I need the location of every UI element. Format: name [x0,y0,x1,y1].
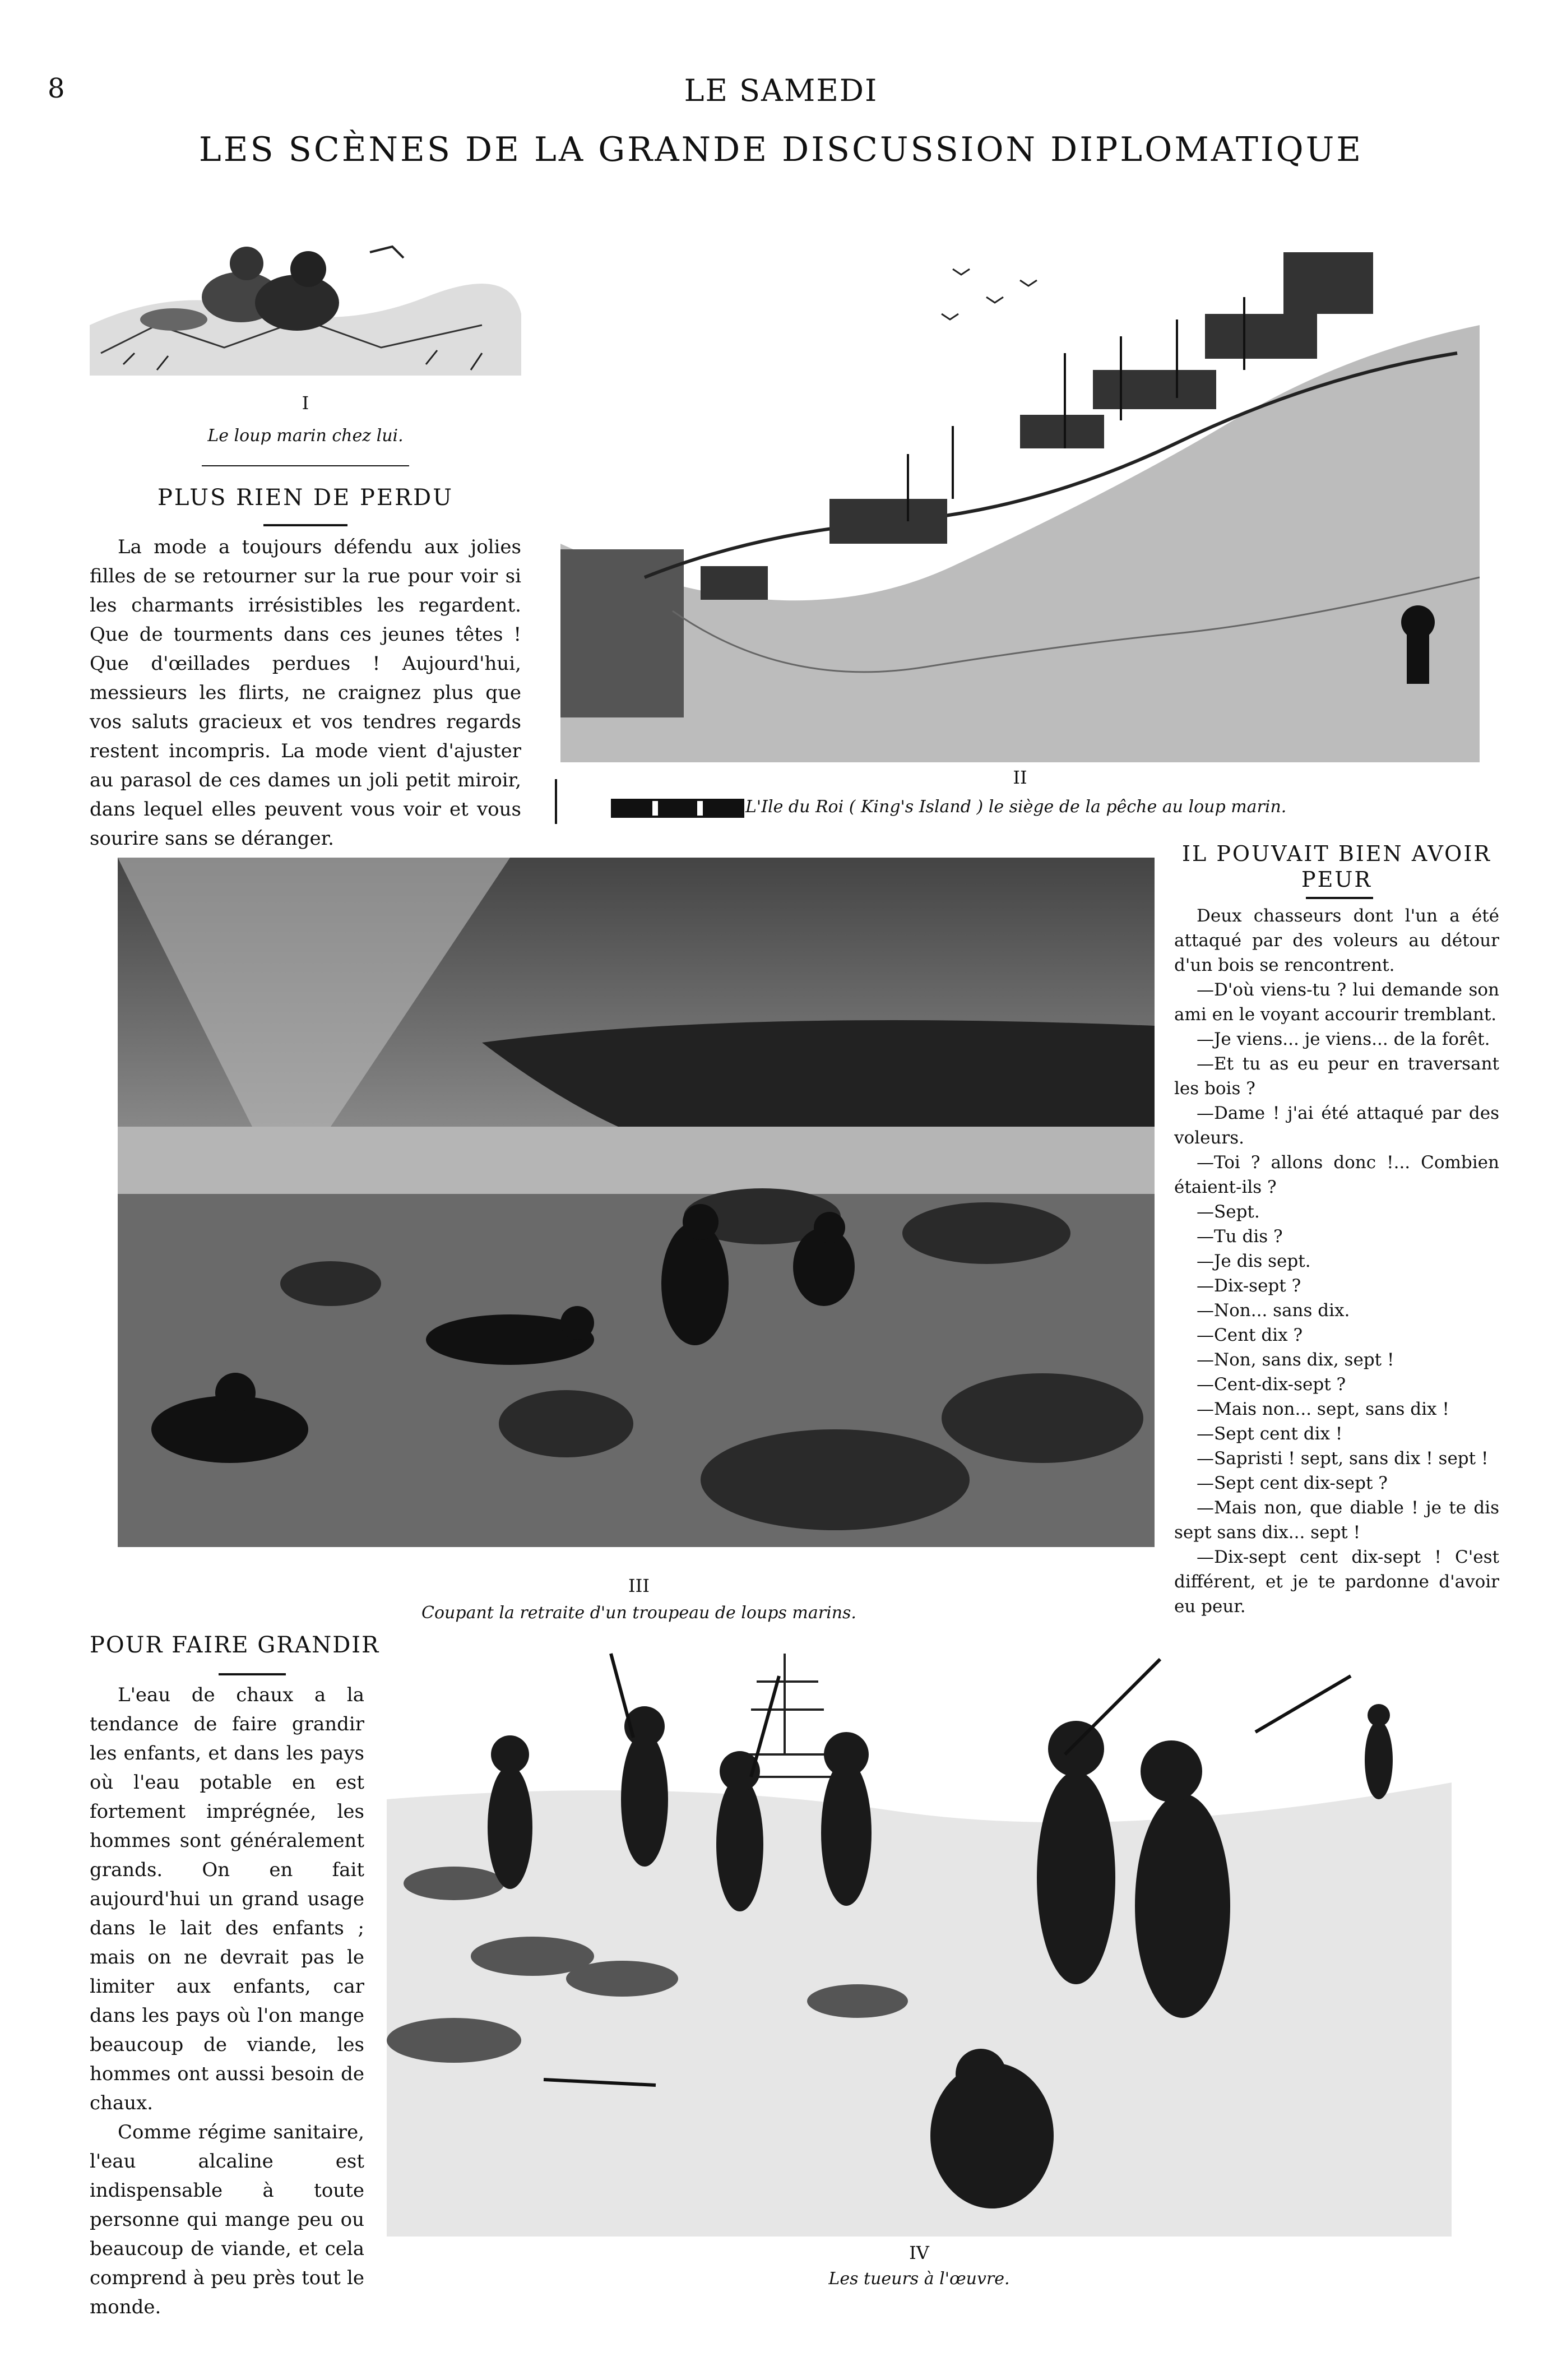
dialog-line: —Sapristi ! sept, sans dix ! sept ! [1197,1448,1489,1469]
figure-3-numeral: III [628,1575,650,1596]
dialog-line: —Dix-sept cent dix-sept ! C'est différent, et je te pardonne d'avoir eu peur. [1174,1547,1499,1617]
article-1-title: PLUS RIEN DE PERDU [157,485,453,511]
figure-4-caption: Les tueurs à l'œuvre. [828,2269,1010,2289]
figure-3-hunters-illustration [118,858,1155,1547]
article-1-paragraph: La mode a toujours défendu aux jolies filles de se retourner sur la rue pour voir si les charmants irrésistibles les regardent. Que de tourments dans ces jeunes têtes ! Que d'œillades perdues ! Aujourd'hui, messieurs les flirts, ne craignez plus que vos saluts gracieux et vos tendres regards restent incompris. La mode vient d'ajuster au parasol de ces dames un joli petit miroir, dans lequel elles peuvent vous voir et vous sourire sans se déranger. [90,536,521,850]
article-2-intro: Deux chasseurs dont l'un a été attaqué par des voleurs au détour d'un bois se rencontrent. [1174,906,1499,975]
article-2-title: IL POUVAIT BIEN AVOIR PEUR [1182,841,1491,892]
dialog-line: —Cent dix ? [1197,1325,1303,1345]
masthead: LE SAMEDI [684,73,878,108]
article-3-paragraph: L'eau de chaux a la tendance de faire grandir les enfants, et dans les pays où l'eau potable en est fortement imprégnée, les hommes sont généralement grands. On en fait aujourd'hui un grand usage dans le lait des enfants ; mais on ne devrait pas le limiter aux enfants, car dans les pays où l'on mange beaucoup de viande, les hommes ont aussi besoin de chaux. [90,1684,364,2114]
dialog-line: —Non, sans dix, sept ! [1197,1350,1394,1370]
dialog-line: —Tu dis ? [1197,1226,1283,1247]
dialog-line: —Sept cent dix ! [1197,1424,1343,1444]
dialog-line: —Mais non, que diable ! je te dis sept sans dix... sept ! [1174,1498,1499,1543]
scale-bar [611,799,744,818]
dialog-line: —Sept. [1197,1202,1260,1222]
dialog-line: —Dix-sept ? [1197,1276,1301,1296]
figure-1-numeral: I [302,392,309,414]
figure-2-numeral: II [1013,767,1027,788]
dialog-line: —Je viens... je viens... de la forêt. [1197,1029,1490,1049]
article-3-paragraph: Comme régime sanitaire, l'eau alcaline est indispensable à toute personne qui mange peu ou beaucoup de viande, et cela comprend à peu près tout le monde. [90,2121,364,2318]
dialog-line: —Je dis sept. [1197,1251,1311,1271]
article-1-body [90,533,521,853]
dialog-line: —Mais non... sept, sans dix ! [1197,1399,1449,1419]
column-rule [555,779,557,824]
figure-2-island-illustration [560,185,1480,762]
article-3-body [90,1680,364,2322]
title-rule [219,1673,286,1675]
headline: LES SCÈNES DE LA GRANDE DISCUSSION DIPLOMATIQUE [198,130,1364,169]
divider [202,465,409,466]
figure-3-caption: Coupant la retraite d'un troupeau de loups marins. [421,1603,856,1623]
dialog-line: —Sept cent dix-sept ? [1197,1473,1388,1493]
page-number: 8 [48,73,65,104]
dialog-line: —Dame ! j'ai été attaqué par des voleurs. [1174,1103,1499,1148]
dialog-line: —Cent-dix-sept ? [1197,1374,1346,1395]
dialog-line: —D'où viens-tu ? lui demande son ami en le voyant accourir tremblant. [1174,980,1499,1025]
figure-1-seals-illustration [90,185,521,376]
dialog-line: —Non... sans dix. [1197,1300,1350,1321]
figure-2-caption: L'Ile du Roi ( King's Island ) le siège de la pêche au loup marin. [745,797,1287,817]
article-2-body [1174,904,1499,1619]
figure-4-numeral: IV [909,2242,929,2263]
title-rule [1306,897,1373,899]
title-rule [263,524,347,526]
figure-1-caption: Le loup marin chez lui. [207,426,404,446]
dialog-line: —Et tu as eu peur en traversant les bois ? [1174,1054,1499,1099]
article-3-title: POUR FAIRE GRANDIR [90,1632,380,1658]
figure-4-killers-illustration [387,1642,1452,2237]
dialog-line: —Toi ? allons donc !... Combien étaient-ils ? [1174,1152,1499,1197]
